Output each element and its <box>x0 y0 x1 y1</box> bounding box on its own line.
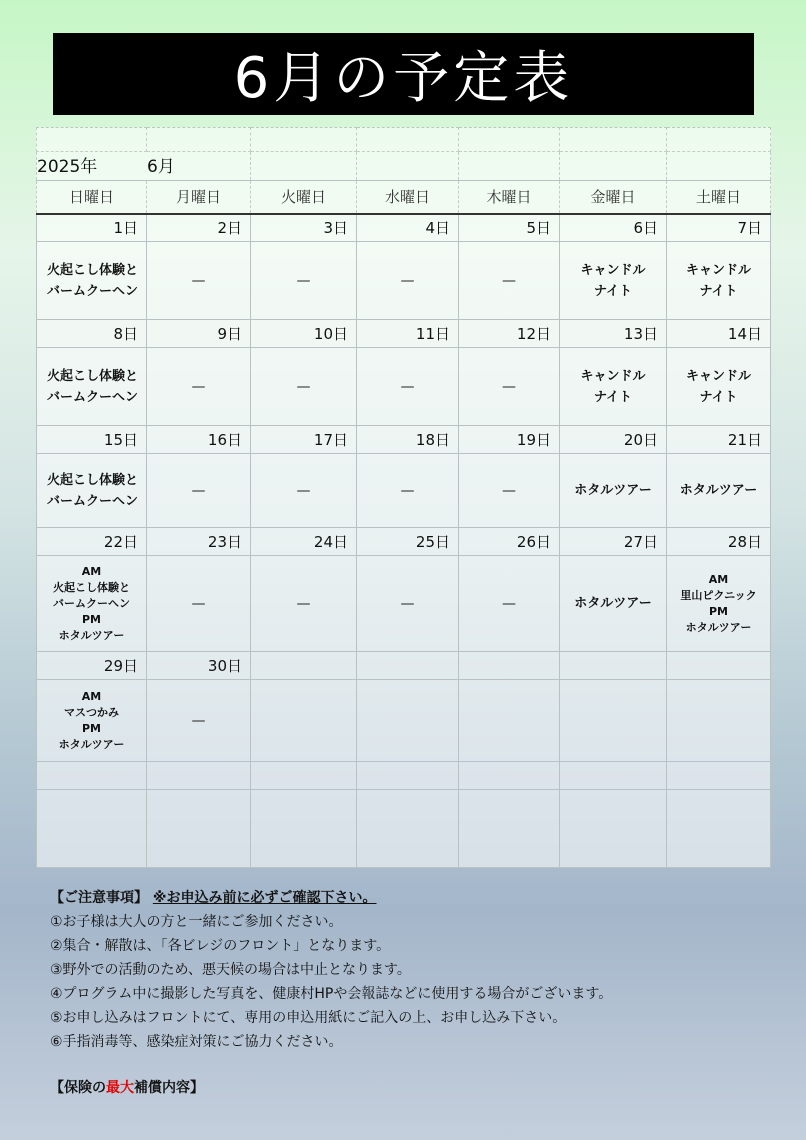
event-cell <box>357 242 459 320</box>
empty-cell <box>147 762 251 790</box>
event-line: 里山ピクニック <box>680 588 757 602</box>
event-cell <box>37 242 147 320</box>
event-line: ホタルツアー <box>574 483 652 498</box>
empty-dash: — <box>191 712 206 729</box>
event-cell <box>147 680 251 762</box>
date-cell <box>459 652 560 680</box>
date-cell: 9日 <box>147 320 251 348</box>
empty-dash: — <box>191 272 206 289</box>
event-line: AM <box>81 564 102 578</box>
event-line: ナイト <box>699 283 738 299</box>
event-line: バームクーヘン <box>47 389 139 405</box>
date-cell <box>251 652 357 680</box>
date-cell: 22日 <box>37 528 147 556</box>
weekday-header: 木曜日 <box>459 181 560 214</box>
date-cell: 18日 <box>357 426 459 454</box>
empty-row <box>37 790 771 868</box>
event-cell <box>560 556 667 652</box>
empty-cell <box>251 790 357 868</box>
note-item: ③野外での活動のため、悪天候の場合は中止となります。 <box>50 962 411 978</box>
date-cell: 4日 <box>357 214 459 242</box>
empty-dash: — <box>400 272 415 289</box>
date-cell: 24日 <box>251 528 357 556</box>
insurance-pre: 【保険の <box>50 1080 106 1096</box>
event-cell <box>667 348 771 426</box>
empty-cell <box>459 790 560 868</box>
empty-cell <box>560 790 667 868</box>
date-cell: 21日 <box>667 426 771 454</box>
empty-dash: — <box>296 378 311 395</box>
event-cell <box>147 242 251 320</box>
date-row <box>37 426 771 454</box>
event-cell <box>37 556 147 652</box>
date-cell: 28日 <box>667 528 771 556</box>
event-cell <box>459 242 560 320</box>
event-cell <box>37 680 147 762</box>
event-row <box>37 454 771 528</box>
empty-row <box>37 762 771 790</box>
date-cell: 16日 <box>147 426 251 454</box>
event-line: ホタルツアー <box>685 620 752 634</box>
event-line: バームクーヘン <box>53 596 130 610</box>
date-cell <box>667 652 771 680</box>
weekday-header: 日曜日 <box>37 181 147 214</box>
empty-dash: — <box>502 482 516 499</box>
empty-cell <box>357 762 459 790</box>
event-cell <box>37 348 147 426</box>
event-row <box>37 680 771 762</box>
weekday-header-row <box>37 181 771 214</box>
date-cell: 7日 <box>667 214 771 242</box>
date-cell: 30日 <box>147 652 251 680</box>
event-line: ナイト <box>593 389 633 405</box>
empty-dash: — <box>502 378 516 395</box>
event-row <box>37 556 771 652</box>
weekday-header: 土曜日 <box>667 181 771 214</box>
event-line: バームクーヘン <box>47 283 139 299</box>
page-title: 6月の予定表 <box>53 33 754 115</box>
event-cell <box>357 680 459 762</box>
event-cell <box>357 556 459 652</box>
weekday-header: 水曜日 <box>357 181 459 214</box>
event-line: キャンドル <box>580 368 646 384</box>
note-item: ①お子様は大人の方と一緒にご参加ください。 <box>50 914 343 930</box>
event-cell <box>459 454 560 528</box>
date-cell: 19日 <box>459 426 560 454</box>
event-line: キャンドル <box>580 262 646 278</box>
event-line: PM <box>708 604 728 618</box>
note-item: ④プログラム中に撮影した写真を、健康村HPや会報誌などに使用する場合がございます。 <box>50 986 613 1002</box>
year-label: 2025年 <box>37 157 98 177</box>
event-cell <box>459 680 560 762</box>
date-cell: 1日 <box>37 214 147 242</box>
date-row <box>37 652 771 680</box>
event-line: キャンドル <box>685 262 751 278</box>
empty-dash: — <box>191 595 206 612</box>
date-cell: 8日 <box>37 320 147 348</box>
date-cell: 26日 <box>459 528 560 556</box>
event-cell <box>560 242 667 320</box>
date-cell: 17日 <box>251 426 357 454</box>
date-cell <box>560 652 667 680</box>
event-line: 火起こし体験と <box>53 580 130 594</box>
event-line: ホタルツアー <box>679 483 758 498</box>
date-cell: 23日 <box>147 528 251 556</box>
event-line: ホタルツアー <box>58 737 125 751</box>
date-row <box>37 320 771 348</box>
empty-cell <box>251 762 357 790</box>
event-cell <box>251 680 357 762</box>
event-line: AM <box>708 572 729 586</box>
event-line: ナイト <box>699 389 738 405</box>
event-cell <box>251 348 357 426</box>
event-line: ホタルツアー <box>574 596 652 611</box>
event-cell <box>560 454 667 528</box>
empty-dash: — <box>296 482 311 499</box>
date-cell: 11日 <box>357 320 459 348</box>
date-cell: 25日 <box>357 528 459 556</box>
empty-cell <box>147 790 251 868</box>
month-label: 6月 <box>147 157 175 177</box>
date-cell: 12日 <box>459 320 560 348</box>
calendar-top-row <box>37 128 771 152</box>
event-cell <box>667 680 771 762</box>
date-cell: 5日 <box>459 214 560 242</box>
weekday-header: 火曜日 <box>251 181 357 214</box>
event-row <box>37 348 771 426</box>
event-line: 火起こし体験と <box>47 472 139 488</box>
event-cell <box>147 454 251 528</box>
event-line: AM <box>81 689 102 703</box>
empty-dash: — <box>502 595 516 612</box>
note-item: ②集合・解散は、「各ビレジのフロント」となります。 <box>50 938 391 954</box>
insurance-highlight: 最大 <box>106 1080 134 1096</box>
event-cell <box>357 454 459 528</box>
date-cell: 15日 <box>37 426 147 454</box>
notes-heading-warning: ※お申込み前に必ずご確認下さい。 <box>152 890 377 906</box>
insurance-heading <box>50 1076 750 1100</box>
date-cell: 14日 <box>667 320 771 348</box>
empty-cell <box>37 790 147 868</box>
event-line: 火起こし体験と <box>47 368 139 384</box>
empty-dash: — <box>400 482 415 499</box>
event-cell <box>147 348 251 426</box>
date-cell: 3日 <box>251 214 357 242</box>
event-line: PM <box>81 721 101 735</box>
empty-cell <box>357 790 459 868</box>
empty-cell <box>667 762 771 790</box>
note-item: ⑥手指消毒等、感染症対策にご協力ください。 <box>50 1034 343 1050</box>
notes-section <box>50 886 750 1100</box>
notes-heading-label: 【ご注意事項】 <box>50 890 148 906</box>
event-cell <box>560 348 667 426</box>
event-line: キャンドル <box>685 368 751 384</box>
year-month-label <box>37 152 251 181</box>
empty-cell <box>459 762 560 790</box>
year-month-row <box>37 152 771 181</box>
date-row <box>37 214 771 242</box>
event-cell <box>560 680 667 762</box>
weekday-header: 金曜日 <box>560 181 667 214</box>
empty-cell <box>560 762 667 790</box>
empty-dash: — <box>400 595 415 612</box>
event-cell <box>251 242 357 320</box>
weekday-header: 月曜日 <box>147 181 251 214</box>
insurance-post: 補償内容】 <box>134 1080 204 1096</box>
empty-cell <box>37 762 147 790</box>
date-cell: 27日 <box>560 528 667 556</box>
date-cell: 6日 <box>560 214 667 242</box>
event-cell <box>251 556 357 652</box>
event-cell <box>147 556 251 652</box>
empty-cell <box>667 790 771 868</box>
empty-dash: — <box>296 595 311 612</box>
empty-dash: — <box>296 272 311 289</box>
date-cell: 13日 <box>560 320 667 348</box>
event-cell <box>357 348 459 426</box>
date-row <box>37 528 771 556</box>
event-cell <box>251 454 357 528</box>
date-cell: 2日 <box>147 214 251 242</box>
notes-heading <box>50 886 750 910</box>
event-cell <box>37 454 147 528</box>
event-line: マスつかみ <box>64 705 119 719</box>
event-line: バームクーヘン <box>47 493 139 509</box>
event-cell <box>459 348 560 426</box>
note-item: ⑤お申し込みはフロントにて、専用の申込用紙にご記入の上、お申し込み下さい。 <box>50 1010 567 1026</box>
event-line: ナイト <box>593 283 633 299</box>
empty-dash: — <box>191 482 206 499</box>
calendar-table <box>36 127 771 868</box>
event-line: 火起こし体験と <box>47 262 139 278</box>
empty-dash: — <box>400 378 415 395</box>
empty-dash: — <box>191 378 206 395</box>
date-cell <box>357 652 459 680</box>
event-cell <box>459 556 560 652</box>
empty-dash: — <box>502 272 516 289</box>
event-cell <box>667 242 771 320</box>
event-row <box>37 242 771 320</box>
date-cell: 10日 <box>251 320 357 348</box>
event-line: PM <box>81 612 101 626</box>
date-cell: 20日 <box>560 426 667 454</box>
event-line: ホタルツアー <box>58 628 125 642</box>
event-cell <box>667 556 771 652</box>
event-cell <box>667 454 771 528</box>
date-cell: 29日 <box>37 652 147 680</box>
